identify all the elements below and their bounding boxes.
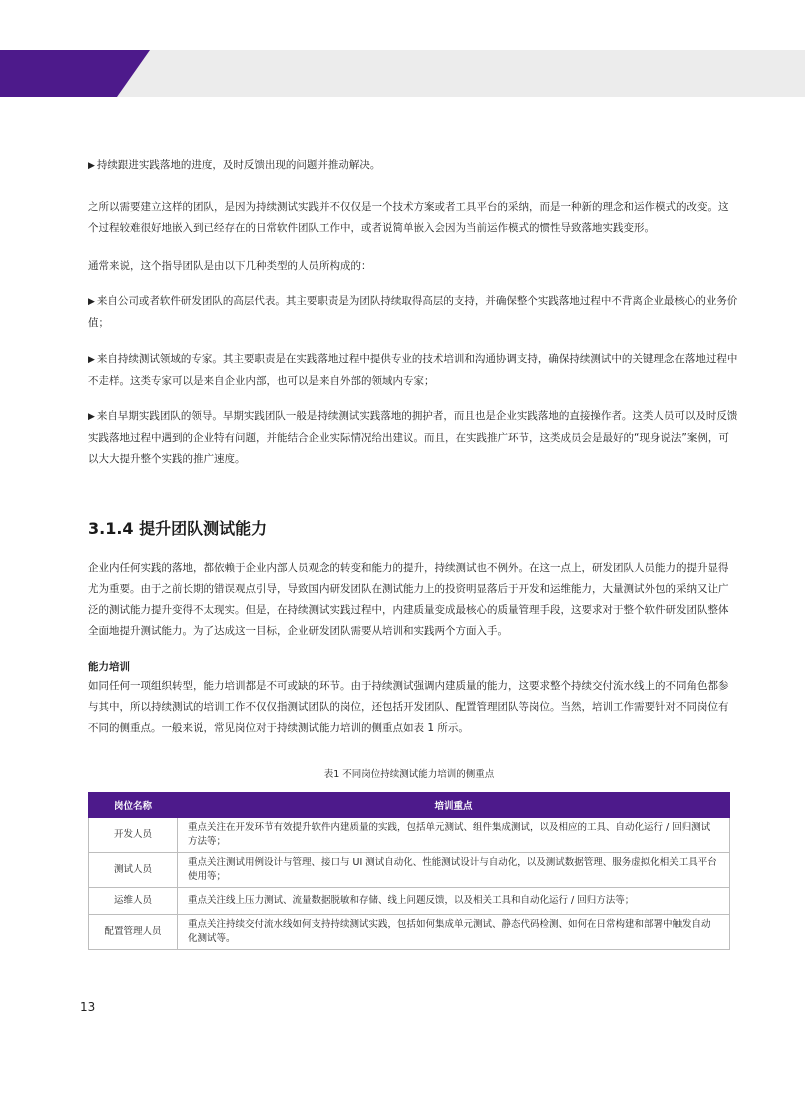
arrow-bullet-icon: ▶ (88, 297, 95, 307)
table-header-row (89, 793, 730, 818)
section-intro: 企业内任何实践的落地，都依赖于企业内部人员观念的转变和能力的提升，持续测试也不例外。在这一点上，研发团队人员能力的提升显得尤为重要。由于之前长期的错误观点引导，导致国内研发团队在测试能力上的投资明显落后于开发和运维能力，大量测试外包的采纳又让广泛的测试能力提升变得不太现实。但是，在持续测试实践过程中，内建质量变成最核心的质量管理手段，这要求对于整个软件研发团队整体全面地提升测试能力。为了达成这一目标，企业研发团队需要从培训和实践两个方面入手。 (88, 562, 729, 637)
table-row (89, 818, 730, 853)
bullet-executive: ▶ 来自公司或者软件研发团队的高层代表。其主要职责是为团队持续取得高层的支持，并确保整个实践落地过程中不背离企业最核心的业务价值； (88, 295, 738, 329)
focus-cell: 重点关注测试用例设计与管理、接口与 UI 测试自动化、性能测试设计与自动化，以及测试数据管理、服务虚拟化相关工具平台使用等； (178, 853, 730, 888)
table-caption: 表1 不同岗位持续测试能力培训的侧重点 (323, 769, 495, 780)
role-cell: 测试人员 (89, 853, 178, 888)
focus-cell: 重点关注在开发环节有效提升软件内建质量的实践，包括单元测试、组件集成测试，以及相应的工具、自动化运行 / 回归测试方法等； (178, 818, 730, 853)
role-cell: 运维人员 (89, 888, 178, 915)
paragraph-training: 如同任何一项组织转型，能力培训都是不可或缺的环节。由于持续测试强调内建质量的能力，这要求整个持续交付流水线上的不同角色都参与其中，所以持续测试的培训工作不仅仅指测试团队的岗位，还包括开发团队、配置管理团队等岗位。当然，培训工作需要针对不同岗位有不同的侧重点。一般来说，常见岗位对于持续测试能力培训的侧重点如表 1 所示。 (88, 680, 729, 734)
arrow-bullet-icon: ▶ (88, 161, 95, 171)
page-number: 13 (80, 1000, 96, 1014)
bullet-item: ▶ 持续跟进实践落地的进度，及时反馈出现的问题并推动解决。 (88, 159, 381, 171)
focus-cell: 重点关注线上压力测试、流量数据脱敏和存储、线上问题反馈，以及相关工具和自动化运行 / 回归方法等； (178, 888, 730, 915)
training-focus-table (88, 792, 730, 950)
role-cell: 配置管理人员 (89, 915, 178, 950)
table-row (89, 915, 730, 950)
paragraph-team-reason: 之所以需要建立这样的团队，是因为持续测试实践并不仅仅是一个技术方案或者工具平台的采纳，而是一种新的理念和运作模式的改变。这个过程较难很好地嵌入到已经存在的日常软件团队工作中，或者说简单嵌入会因为当前运作模式的惯性导致落地实践变形。 (88, 201, 729, 234)
follow-up-bullet (88, 155, 738, 177)
role-cell: 开发人员 (89, 818, 178, 853)
paragraph-team-composition: 通常来说，这个指导团队是由以下几种类型的人员所构成的： (88, 260, 372, 272)
bullet-expert: ▶ 来自持续测试领域的专家。其主要职责是在实践落地过程中提供专业的技术培训和沟通协调支持，确保持续测试中的关键理念在落地过程中不走样。这类专家可以是来自企业内部，也可以是来自外部的领域内专家； (88, 353, 738, 387)
arrow-bullet-icon: ▶ (88, 355, 95, 365)
focus-cell: 重点关注持续交付流水线如何支持持续测试实践，包括如何集成单元测试、静态代码检测、如何在日常构建和部署中触发自动化测试等。 (178, 915, 730, 950)
subheading-training: 能力培训 (88, 661, 130, 673)
bullet-early-team-lead: ▶ 来自早期实践团队的领导。早期实践团队一般是持续测试实践落地的拥护者，而且也是企业实践落地的直接操作者。这类人员可以及时反馈实践落地过程中遇到的企业特有问题，并能结合企业实际情况给出建议。而且，在实践推广环节，这类成员会是最好的“现身说法”案例，可以大大提升整个实践的推广速度。 (88, 410, 738, 465)
column-header-focus: 培训重点 (178, 793, 730, 818)
table-row (89, 853, 730, 888)
section-heading: 3.1.4 提升团队测试能力 (88, 519, 268, 538)
table-row (89, 888, 730, 915)
arrow-bullet-icon: ▶ (88, 412, 95, 422)
column-header-role: 岗位名称 (89, 793, 178, 818)
training-block (88, 658, 738, 739)
